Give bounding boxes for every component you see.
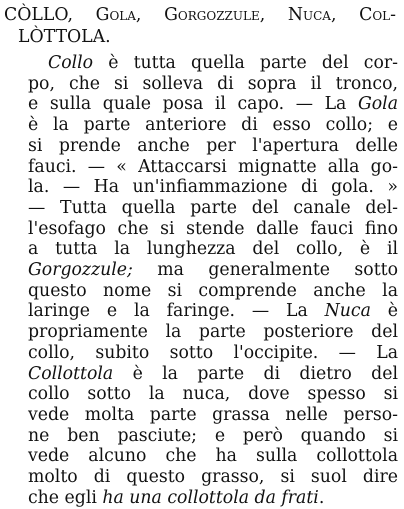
body-text: ma generalmente sotto [132, 260, 398, 280]
body-line [28, 93, 398, 115]
body-text: l'esofago che si stende dalle fauci fino [28, 218, 398, 239]
entry-heading-line-2 [18, 26, 111, 48]
body-line [28, 197, 398, 219]
body-text: — Tutta quella parte del canale del- [28, 197, 398, 218]
body-text: vede alcuno che ha sulla collottola [28, 446, 398, 467]
body-text: che egli [28, 487, 103, 508]
body-text: questo nome si comprende anche la [28, 280, 398, 301]
body-line [28, 321, 398, 343]
body-text: collo sotto la nuca, dove spesso si [28, 384, 398, 405]
body-line [28, 135, 398, 157]
body-line [28, 487, 398, 509]
body-line [28, 218, 398, 240]
italic-term: Gorgozzule; [28, 260, 133, 280]
body-line [28, 300, 398, 322]
headword-collo: CÒLLO, [4, 5, 73, 25]
body-text: e sulla quale posa il capo. — La [28, 94, 358, 115]
body-text: è [370, 301, 398, 322]
body-line [28, 238, 398, 260]
body-line [28, 466, 398, 488]
headword-collottola-part1: Col- [359, 5, 396, 25]
body-line [28, 259, 398, 281]
body-text: ne ben pasciute; e però quando si [28, 425, 398, 446]
body-line [28, 383, 398, 405]
italic-term: Collo [48, 53, 94, 73]
italic-term: Gola [357, 94, 398, 115]
body-line [28, 280, 398, 302]
body-line [28, 425, 398, 447]
headword-gorgozzule: Gorgozzule, [164, 5, 266, 25]
headword-nuca: Nuca, [287, 5, 337, 25]
body-text: è la parte anteriore di esso collo; e [28, 115, 398, 136]
body-text: vede molta parte grassa nelle perso- [28, 404, 398, 425]
body-text: la. — Ha un'infiammazione di gola. » [28, 177, 398, 198]
body-line [28, 342, 398, 364]
body-text: . [318, 487, 325, 508]
body-line [28, 114, 398, 136]
headword-gola: Gola, [95, 5, 142, 25]
body-text: fauci. — « Attaccarsi mignatte alla go- [28, 156, 398, 177]
body-text: è la parte di dietro del [113, 363, 398, 384]
body-line [28, 404, 398, 426]
body-line [28, 445, 398, 467]
body-text: laringe e la faringe. — La [28, 301, 325, 322]
entry-heading-line-1 [4, 4, 396, 26]
body-text: po, che si solleva di sopra il tronco, [28, 73, 398, 94]
body-text: si prende anche per l'apertura delle [28, 135, 398, 156]
body-text: è tutta quella parte del cor- [93, 53, 398, 73]
italic-term: Collottola [28, 363, 114, 384]
headword-collottola-part2: LÒTTOLA. [18, 27, 111, 47]
italic-term: Nuca [324, 301, 371, 322]
body-line [48, 52, 398, 74]
body-text: collo, subito sotto l'occipite. — La [28, 342, 398, 363]
body-line [28, 156, 398, 178]
body-line [28, 363, 398, 385]
body-text: a tutta la lunghezza del collo, è il [28, 239, 398, 260]
italic-term: ha una collottola da frati [102, 487, 319, 508]
body-line [28, 176, 398, 198]
body-text: propriamente la parte posteriore del [28, 322, 398, 343]
body-text: molto di questo grasso, si suol dire [28, 467, 398, 487]
body-line [28, 73, 398, 95]
